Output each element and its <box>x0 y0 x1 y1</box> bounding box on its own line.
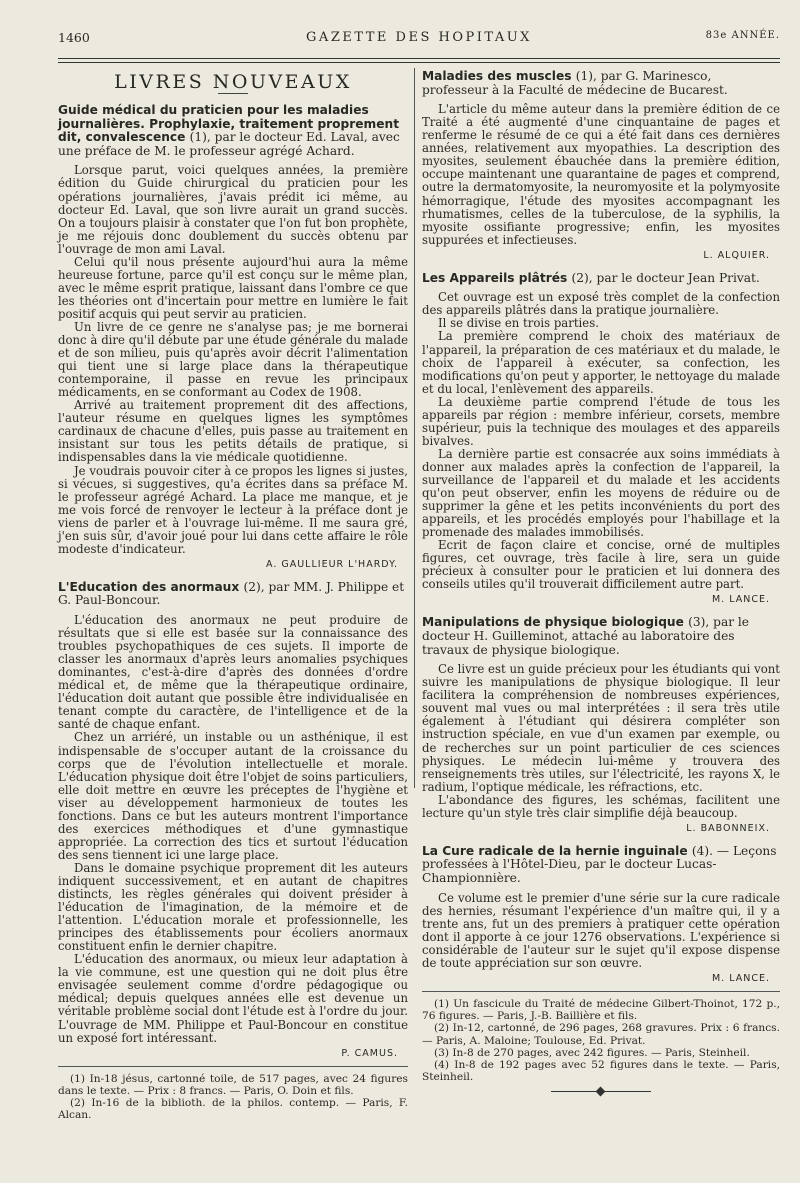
paragraph: Chez un arriéré, un instable ou un asthénique, il est indispensable de s'occuper autant de la croissance du corps que de l'évolution intellectuelle et morale. L'éducation physique doit être l'objet de soins particuliers, elle doit mettre en œuvre les préceptes de l'hygiène et viser au développement harmonieux de toutes les fonctions. Dans ce but les auteurs montrent l'importance des exercices méthodiques et d'une gymnastique appropriée. La correction des tics et surtout l'éducation des sens tiennent ici une large place. <box>58 730 408 862</box>
footnote-rule <box>422 991 780 992</box>
paragraph: La deuxième partie comprend l'étude de tous les appareils par région : membre inférieur, corsets, membre supérieur, puis la technique des moulages et des appareils bivalves. <box>422 394 780 448</box>
footnotes <box>422 998 780 1083</box>
article-title-rest: (1), par G. Marinesco, professeur à la Faculté de médecine de Bucarest. <box>422 69 728 97</box>
article-guide-medical <box>58 104 408 571</box>
article-title-main: Guide médical du praticien pour les maladies journalières. Prophylaxie, traitement proprement dit, convalescence <box>58 103 400 145</box>
paragraph: La première comprend le choix des matériaux de l'appareil, la préparation de ces matériaux et du malade, le choix de l'appareil à exécuter, sa confection, les modifications qu'on peut y apporter, le nettoyage du malade et du local, l'enlèvement des appareils. <box>422 329 780 396</box>
article-title <box>422 845 780 886</box>
article-title-main: Maladies des muscles <box>422 69 572 83</box>
section-rule <box>218 93 248 94</box>
footnote: (2) In-16 de la biblioth. de la philos. contemp. — Paris, F. Alcan. <box>58 1097 408 1122</box>
paragraph: La dernière partie est consacrée aux soins immédiats à donner aux malades après la confection de l'appareil, la surveillance de l'appareil et du malade et les accidents qu'on peut observer, enfin les moyens de réduire ou de supprimer la gêne et les petits inconvénients du port des appareils, et les procédés employés pour l'habillage et la promenade des malades immobilisés. <box>422 446 780 540</box>
article-title-rest: (3), par le docteur H. Guilleminot, attaché au laboratoire des travaux de physique biologique. <box>422 615 750 657</box>
column-divider <box>414 68 415 788</box>
article-title-rest: (1), par le docteur Ed. Laval, avec une préface de M. le professeur agrégé Achard. <box>58 130 400 158</box>
page-header <box>58 30 780 50</box>
paragraph: L'éducation des anormaux ne peut produire de résultats que si elle est basée sur la connaissance des troubles psychopathiques de ces sujets. Il importe de classer les anormaux d'après leurs anomalies psychiques dominantes, c'est-à-dire d'après des données d'ordre médical et, de même que la thérapeutique ordinaire, l'éducation doit autant que possible être individualisée en tenant compte du caractère, de l'intelligence et de la santé de chaque enfant. <box>58 613 408 732</box>
footnote: (3) In-8 de 270 pages, avec 242 figures. — Paris, Steinheil. <box>434 1046 750 1059</box>
tail-ornament <box>551 1091 651 1092</box>
journal-title: GAZETTE DES HOPITAUX <box>306 30 532 45</box>
right-column <box>422 70 780 1092</box>
article-title <box>422 272 780 286</box>
footnote: (1) Un fascicule du Traité de médecine Gilbert-Thoinot, 172 p., 76 figures. — Paris, J.-B. Baillière et fils. <box>422 997 780 1023</box>
article-title-rest: (2), par MM. J. Philippe et G. Paul-Boncour. <box>58 579 405 608</box>
paragraph: Il se divise en trois parties. <box>438 316 599 331</box>
article-appareils-platres <box>422 272 780 607</box>
paragraph: Celui qu'il nous présente aujourd'hui aura la même heureuse fortune, parce qu'il est conçu sur le même plan, avec le même esprit pratique, laissant dans l'ombre ce que les théories ont d'incertain pour mettre en lumière le fait positif acquis qui peut servir au praticien. <box>58 254 408 321</box>
article-title-main: Les Appareils plâtrés <box>422 270 568 285</box>
footnote: (2) In-12, cartonné, de 296 pages, 268 gravures. Prix : 6 francs. — Paris, A. Maloine; Toulouse, Ed. Privat. <box>422 1022 780 1047</box>
left-column <box>58 70 408 1121</box>
paragraph: Dans le domaine psychique proprement dit les auteurs indiquent successivement, et en autant de chapitres distincts, les règles générales qui doivent présider à l'éducation de l'imagination, de la mémoire et de l'attention. L'éducation morale et professionnelle, les principes des établissements pour écoliers anormaux constituent enfin le dernier chapitre. <box>58 860 408 954</box>
article-manipulations-physique <box>422 616 780 834</box>
footnote: (4) In-8 de 192 pages avec 52 figures dans le texte. — Paris, Steinheil. <box>422 1058 780 1084</box>
paragraph: Cet ouvrage est un exposé très complet de la confection des appareils plâtrés dans la pratique journalière. <box>422 290 780 318</box>
article-education-anormaux <box>58 581 408 1060</box>
article-title-main: Manipulations de physique biologique <box>422 615 684 630</box>
section-title: LIVRES NOUVEAUX <box>114 71 352 93</box>
paragraph: Je voudrais pouvoir citer à ce propos les lignes si justes, si vécues, si suggestives, qu'a écrites dans sa préface M. le professeur agrégé Achard. La place me manque, et je me vois forcé de renvoyer le lecteur à la préface dont je viens de parler et à l'ouvrage lui-même. Il me saura gré, j'en suis sûr, d'avoir joué pour lui dans cette affaire le rôle modeste d'indicateur. <box>58 463 408 556</box>
article-title-main: L'Education des anormaux <box>58 579 240 594</box>
paragraph: L'abondance des figures, les schémas, facilitent une lecture qu'un style très clair simplifie déjà beaucoup. <box>422 792 780 820</box>
article-cure-hernie <box>422 845 780 985</box>
article-title-main: La Cure radicale de la hernie inguinale <box>422 843 688 858</box>
paragraph: L'article du même auteur dans la première édition de ce Traité a été augmenté d'une cinquantaine de pages et renferme le résumé de ce qui a été fait dans ces dernières années, relativement aux myopathies. La description des myosites, seulement ébauchée dans la première édition, occupe maintenant une quarantaine de pages et comprend, outre la dermatomyosite, la neuromyosite et la polymyosite hémorragique, l'étude des myosites accompagnant les rhumatismes, celles de la tuberculose, de la syphilis, la myosite ossifiante progressive; enfin, les myosites suppurées et infectieuses. <box>422 102 780 247</box>
footnote: (1) In-18 jésus, cartonné toile, de 517 pages, avec 24 figures dans le texte. — Prix : 8 francs. — Paris, O. Doin et fils. <box>58 1072 408 1097</box>
signature: A. GAULLIEUR L'HARDY. <box>266 558 398 570</box>
article-title <box>58 581 408 608</box>
signature: L. BABONNEIX. <box>686 822 770 834</box>
signature: M. LANCE. <box>711 972 770 984</box>
paragraph: Un livre de ce genre ne s'analyse pas; je me bornerai donc à dire qu'il débute par une étude générale du malade et de son milieu, puis qu'après avoir décrit l'alimentation qui tient une si large place dans la thérapeutique contemporaine, il passe en revue les principaux médicaments, en se conformant au Codex de 1908. <box>58 319 408 400</box>
paragraph: Ce volume est le premier d'une série sur la cure radicale des hernies, résumant l'expérience d'un maître qui, il y a trente ans, fut un des premiers à pratiquer cette opération dont il apporte à ce jour 1276 observations. L'expérience si considérable de l'auteur sur le sujet qu'il expose dispense de toute appréciation sur son œuvre. <box>422 890 780 970</box>
paragraph: L'éducation des anormaux, ou mieux leur adaptation à la vie commune, est une question qui ne doit plus être envisagée seulement comme d'ordre pédagogique ou médical; depuis quelques années elle est devenue un véritable problème social dont l'étude est à l'ordre du jour. L'ouvrage de MM. Philippe et Paul-Boncour en constitue un exposé fort intéressant. <box>58 952 408 1045</box>
header-rule <box>58 58 780 59</box>
page-number: 1460 <box>58 30 90 45</box>
paragraph: Arrivé au traitement proprement dit des affections, l'auteur résume en quelques lignes les symptômes cardinaux de chacune d'elles, puis passe au traitement en insistant sur tous les petits détails de pratique, si indispensables dans la vie médicale quotidienne. <box>58 398 408 465</box>
paragraph: Ecrit de façon claire et concise, orné de multiples figures, cet ouvrage, très facile à lire, sera un guide précieux à consulter pour le praticien et lui donnera des conseils utiles qu'il trouverait difficilement autre part. <box>422 538 780 592</box>
signature: M. LANCE. <box>711 594 770 606</box>
paragraph: Lorsque parut, voici quelques années, la première édition du Guide chirurgical du praticien pour les opérations journalières, j'avais prédit ici même, au docteur Ed. Laval, que son livre aurait un grand succès. On a toujours plaisir à constater que l'on fut bon prophète, je me réjouis donc doublement du succès obtenu par l'ouvrage de mon ami Laval. <box>58 163 408 256</box>
footnotes <box>58 1073 408 1122</box>
article-title-rest: (4). — Leçons professées à l'Hôtel-Dieu, par le docteur Lucas-Championnière. <box>422 843 777 886</box>
article-title-rest: (2), par le docteur Jean Privat. <box>571 270 760 285</box>
signature: P. CAMUS. <box>341 1047 398 1059</box>
article-title <box>58 104 408 158</box>
article-title <box>422 616 780 657</box>
header-rule-thin <box>58 62 780 63</box>
signature: L. ALQUIER. <box>703 249 770 261</box>
article-title <box>422 70 780 97</box>
paragraph: Ce livre est un guide précieux pour les étudiants qui vont suivre les manipulations de physique biologique. Il leur facilitera la compréhension de nombreuses expériences, souvent mal vues ou mal interprétées : il sera très utile également à l'étudiant qui désirera compléter son instruction spéciale, en vue d'un examen par exemple, ou de recherches sur un point particulier de ces sciences physiques. Le médecin lui-même y trouvera des renseignements très utiles, sur l'électricité, les rayons X, le radium, l'optique médicale, les réfractions, etc. <box>422 662 780 794</box>
footnote-rule <box>58 1066 408 1067</box>
year-label: 83e ANNÉE. <box>705 30 780 41</box>
article-maladies-muscles <box>422 70 780 262</box>
